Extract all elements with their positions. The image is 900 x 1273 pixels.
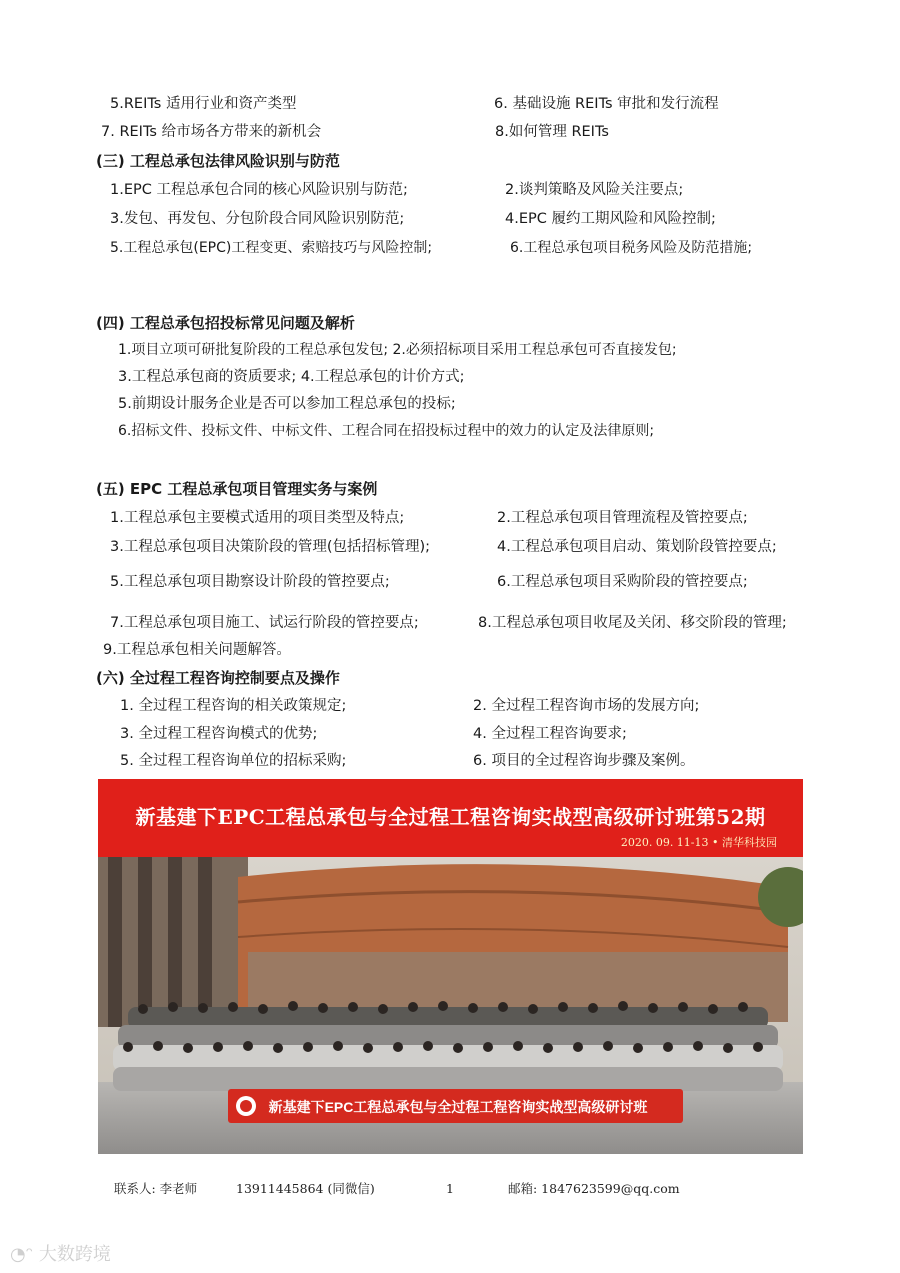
watermark-logo-icon: ◔ᵔ	[10, 1244, 34, 1265]
section-6-item: 6. 项目的全过程咨询步骤及案例。	[473, 753, 695, 769]
section-3-item: 1.EPC 工程总承包合同的核心风险识别与防范;	[110, 182, 408, 198]
section-3-item: 2.谈判策略及风险关注要点;	[505, 182, 684, 198]
watermark-text: 大数跨境	[38, 1244, 111, 1265]
section-5-item: 4.工程总承包项目启动、策划阶段管控要点;	[497, 539, 777, 555]
section-5-item: 8.工程总承包项目收尾及关闭、移交阶段的管理;	[478, 615, 787, 631]
group-photo	[98, 779, 803, 1154]
footer-contact: 联系人: 李老师	[114, 1181, 198, 1196]
footer-phone: 13911445864 (同微信)	[236, 1181, 375, 1196]
section-4-heading: (四) 工程总承包招投标常见问题及解析	[96, 314, 355, 332]
held-banner-text: 新基建下EPC工程总承包与全过程工程咨询实战型高级研讨班	[268, 1099, 648, 1115]
section-5-item: 6.工程总承包项目采购阶段的管控要点;	[497, 574, 748, 590]
section-5-item: 5.工程总承包项目勘察设计阶段的管控要点;	[110, 574, 390, 590]
section-5-item: 3.工程总承包项目决策阶段的管理(包括招标管理);	[110, 539, 431, 555]
section-3-item: 4.EPC 履约工期风险和风险控制;	[505, 211, 716, 227]
section-3-item: 6.工程总承包项目税务风险及防范措施;	[510, 240, 753, 256]
section-5-item: 2.工程总承包项目管理流程及管控要点;	[497, 510, 748, 526]
reits-item-5: 5.REITs 适用行业和资产类型	[110, 96, 297, 112]
section-6-item: 4. 全过程工程咨询要求;	[473, 726, 627, 742]
section-3-item: 3.发包、再发包、分包阶段合同风险识别防范;	[110, 211, 405, 227]
photo-title-banner	[98, 779, 803, 857]
reits-item-8: 8.如何管理 REITs	[495, 124, 609, 140]
reits-item-7: 7. REITs 给市场各方带来的新机会	[101, 124, 322, 140]
section-6-item: 5. 全过程工程咨询单位的招标采购;	[120, 753, 347, 769]
watermark	[10, 1240, 111, 1266]
section-3-heading: (三) 工程总承包法律风险识别与防范	[96, 152, 340, 170]
section-6-heading: (六) 全过程工程咨询控制要点及操作	[96, 669, 340, 687]
section-6-item: 1. 全过程工程咨询的相关政策规定;	[120, 698, 347, 714]
footer-page-number: 1	[446, 1181, 454, 1196]
banner-date: 2020. 09. 11-13 • 清华科技园	[620, 836, 777, 849]
section-5-heading: (五) EPC 工程总承包项目管理实务与案例	[96, 480, 378, 498]
section-6-item: 3. 全过程工程咨询模式的优势;	[120, 726, 318, 742]
photo-scene	[98, 857, 803, 1154]
section-4-item: 5.前期设计服务企业是否可以参加工程总承包的投标;	[118, 396, 456, 412]
section-5-item: 1.工程总承包主要模式适用的项目类型及特点;	[110, 510, 405, 526]
footer-email: 邮箱: 1847623599@qq.com	[508, 1181, 680, 1196]
section-4-item: 3.工程总承包商的资质要求; 4.工程总承包的计价方式;	[118, 369, 465, 385]
reits-item-6: 6. 基础设施 REITs 审批和发行流程	[494, 96, 719, 112]
section-3-item: 5.工程总承包(EPC)工程变更、索赔技巧与风险控制;	[110, 240, 433, 256]
section-4-item: 1.项目立项可研批复阶段的工程总承包发包; 2.必须招标项目采用工程总承包可否直接发包;	[118, 342, 677, 358]
section-6-item: 2. 全过程工程咨询市场的发展方向;	[473, 698, 700, 714]
section-4-item: 6.招标文件、投标文件、中标文件、工程合同在招投标过程中的效力的认定及法律原则;	[118, 423, 655, 439]
banner-title: 新基建下EPC工程总承包与全过程工程咨询实战型高级研讨班第52期	[135, 805, 766, 829]
section-5-item: 9.工程总承包相关问题解答。	[103, 642, 291, 658]
section-5-item: 7.工程总承包项目施工、试运行阶段的管控要点;	[110, 615, 419, 631]
